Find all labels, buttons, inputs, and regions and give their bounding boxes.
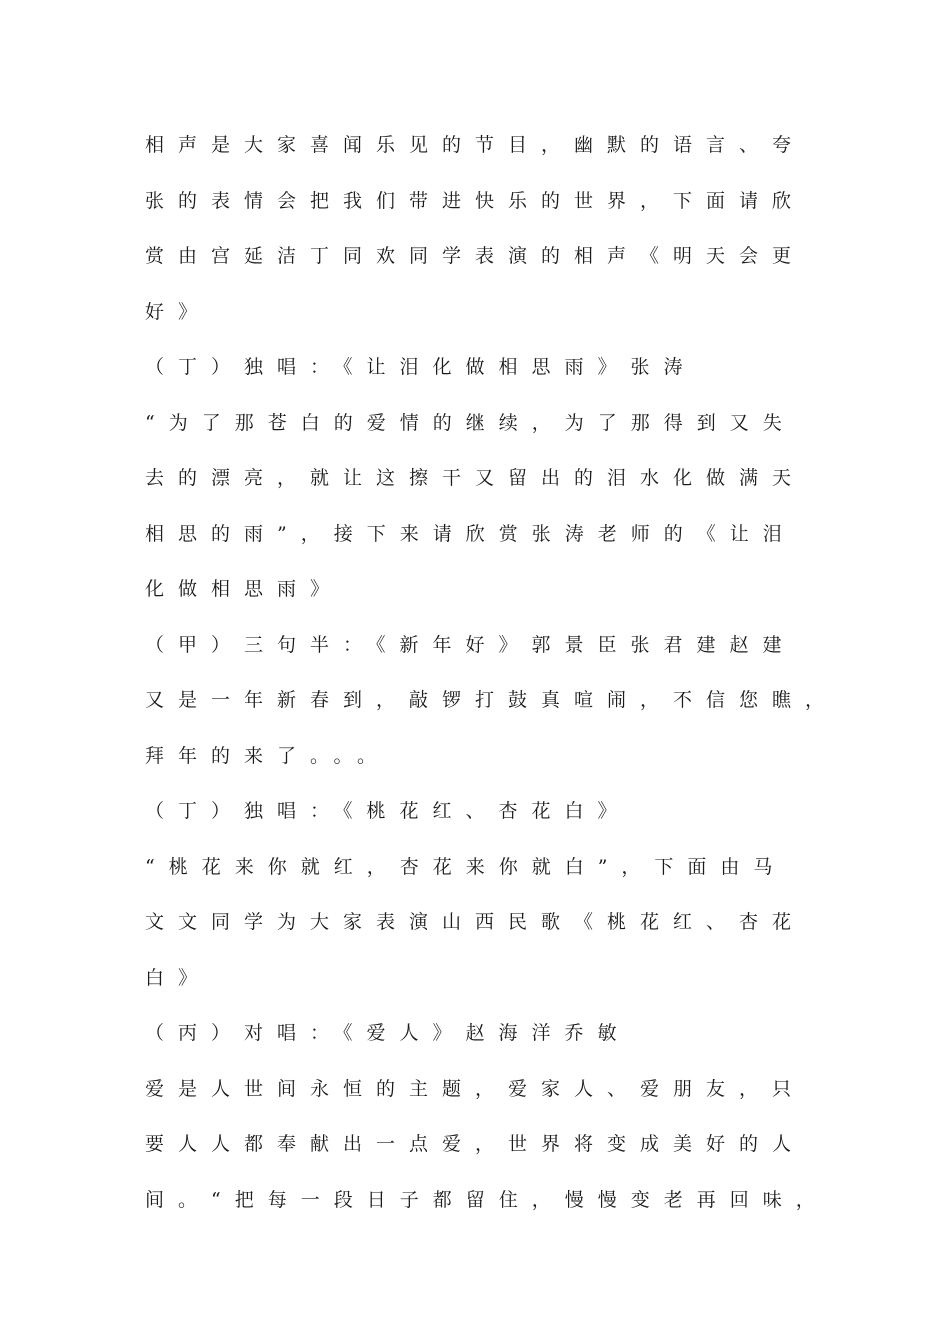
program-heading: （丁）独唱：《桃花红、杏花白》 <box>145 800 631 822</box>
program-heading: （甲）三句半：《新年好》郭景臣张君建赵建 <box>145 633 796 656</box>
text-line: 爱是人世间永恒的主题，爱家人、爱朋友，只 <box>145 1077 806 1100</box>
text-line: 要人人都奉献出一点爱，世界将变成美好的人 <box>145 1133 806 1155</box>
text-line: 好》 <box>145 300 212 323</box>
text-line: 相思的雨”，接下来请欣赏张涛老师的《让泪 <box>145 522 796 545</box>
text-line: 化做相思雨》 <box>145 578 344 600</box>
text-line: 去的漂亮，就让这擦干又留出的泪水化做满天 <box>145 467 806 489</box>
text-line: 间。“把每一段日子都留住，慢慢变老再回味， <box>145 1188 829 1211</box>
text-line: “桃花来你就红，杏花来你就白”，下面由马 <box>145 855 787 878</box>
program-heading: （丙）对唱：《爱人》赵海洋乔敏 <box>145 1022 631 1044</box>
text-line: “为了那苍白的爱情的继续，为了那得到又失 <box>145 411 796 434</box>
text-line: 拜年的来了。。。 <box>145 744 391 767</box>
program-heading: （丁）独唱：《让泪化做相思雨》张涛 <box>145 356 697 378</box>
text-line: 相声是大家喜闻乐见的节目，幽默的语言、夸 <box>145 134 806 156</box>
text-line: 又是一年新春到，敲锣打鼓真喧闹，不信您瞧， <box>145 689 839 711</box>
body-text <box>145 124 845 1234</box>
text-line: 白》 <box>145 966 212 989</box>
text-line: 赏由宫延洁丁同欢同学表演的相声《明天会更 <box>145 245 806 267</box>
text-line: 张的表情会把我们带进快乐的世界，下面请欣 <box>145 189 806 212</box>
text-line: 文文同学为大家表演山西民歌《桃花红、杏花 <box>145 911 806 933</box>
